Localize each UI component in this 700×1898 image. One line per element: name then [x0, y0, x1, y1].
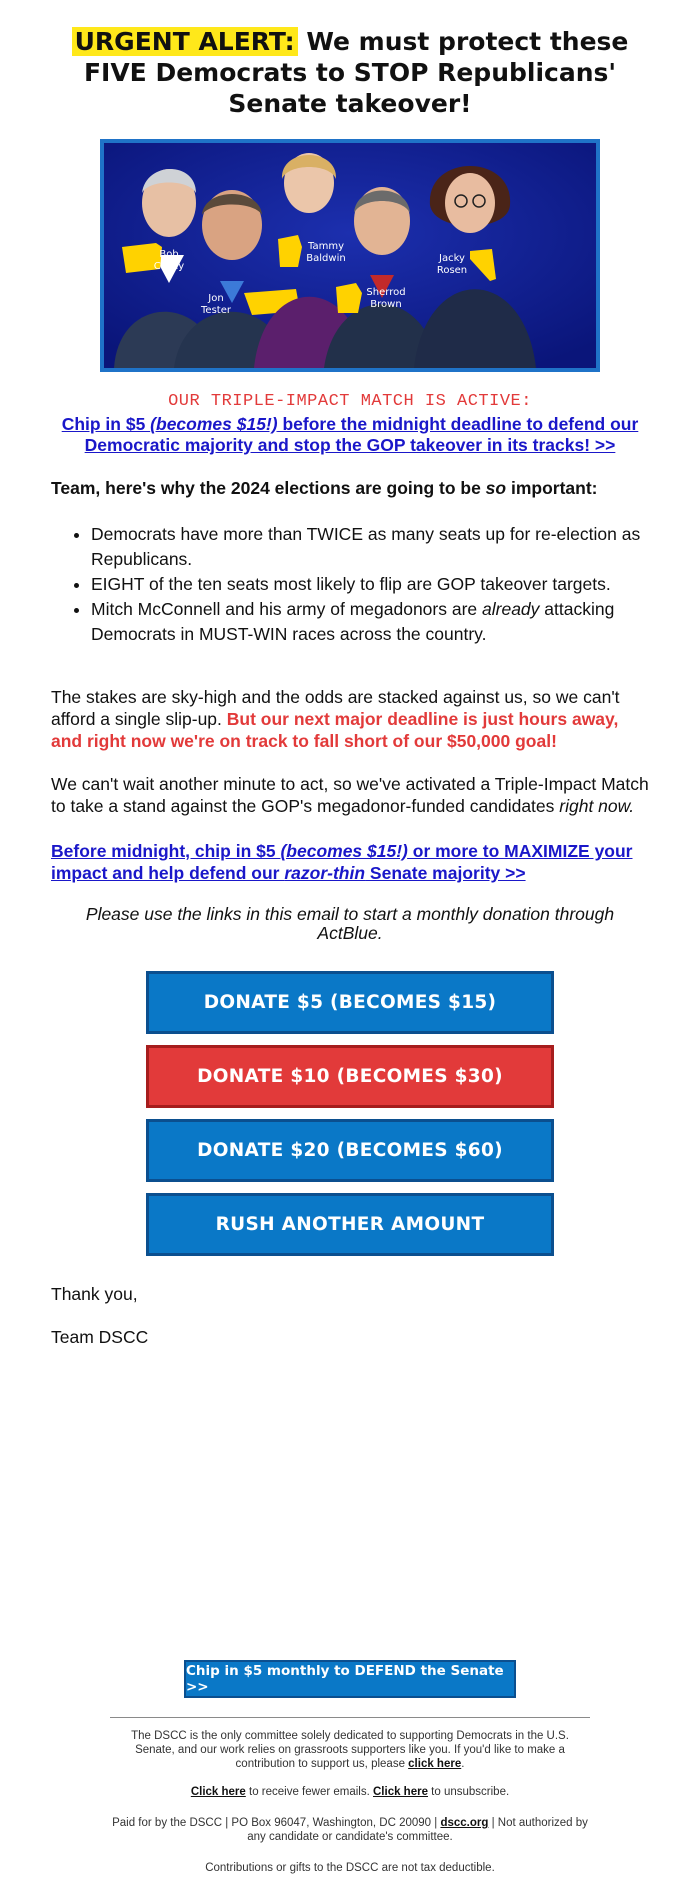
- match-paragraph-text: We can't wait another minute to act, so we've activated a Triple-Impact Match to take a stand against the GOP's megadonor-funded candidates: [51, 774, 649, 816]
- why-heading: [51, 478, 671, 499]
- unsubscribe-text: to unsubscribe.: [427, 1786, 510, 1798]
- headline-text: We must protect these FIVE Democrats to STOP Republicans' Senate takeover!: [83, 27, 629, 118]
- match-link-post: before the midnight deadline to defend our Democratic majority and stop the GOP takeover in its tracks! >>: [84, 414, 639, 455]
- cta-italic: razor-thin: [284, 863, 366, 883]
- paid-for-text: Paid for by the DSCC | PO Box 96047, Washington, DC 20090 |: [112, 1817, 441, 1829]
- signoff-thanks: Thank you,: [51, 1284, 138, 1304]
- footer-about: [110, 1729, 590, 1771]
- cta-pre: Before midnight, chip in $5: [51, 841, 281, 861]
- footer-divider: [110, 1717, 590, 1718]
- actblue-note: Please use the links in this email to start a monthly donation through ActBlue.: [85, 904, 615, 943]
- label-last-rosen: Rosen: [436, 265, 468, 276]
- cta-italic: (becomes $15!): [280, 841, 408, 861]
- why-pre: Team, here's why the 2024 elections are going to be: [51, 478, 486, 498]
- reason-item: • Democrats have more than TWICE as many seats up for re-election as Republicans.: [91, 522, 651, 572]
- headline-highlight: URGENT ALERT:: [72, 27, 298, 56]
- label-last-casey: Casey: [153, 261, 185, 272]
- match-donate-link[interactable]: [40, 414, 660, 456]
- donate-5-button[interactable]: DONATE $5 (BECOMES $15): [146, 971, 554, 1034]
- donate-10-button[interactable]: DONATE $10 (BECOMES $30): [146, 1045, 554, 1108]
- monthly-donate-button[interactable]: Chip in $5 monthly to DEFEND the Senate >>: [184, 1660, 516, 1698]
- label-first-baldwin: Tammy: [308, 241, 344, 252]
- donate-other-amount-button[interactable]: RUSH ANOTHER AMOUNT: [146, 1193, 554, 1256]
- why-post: important:: [506, 478, 598, 498]
- reason-italic: already: [482, 599, 540, 619]
- footer-about-end: .: [461, 1758, 465, 1770]
- match-title: OUR TRIPLE-IMPACT MATCH IS ACTIVE:: [168, 392, 532, 411]
- match-link-italic: (becomes $15!): [150, 414, 278, 434]
- label-last-baldwin: Baldwin: [306, 253, 346, 264]
- footer-tax-note: Contributions or gifts to the DSCC are not tax deductible.: [205, 1862, 495, 1874]
- reason-item: [91, 597, 651, 647]
- label-first-casey: Bob: [159, 249, 179, 260]
- donate-20-button[interactable]: DONATE $20 (BECOMES $60): [146, 1119, 554, 1182]
- state-ohio: [336, 283, 362, 313]
- headline: [60, 26, 640, 119]
- label-last-tester: Tester: [201, 305, 231, 316]
- reason-text: Mitch McConnell and his army of megadonors are: [91, 599, 483, 619]
- label-first-tester: Jon: [208, 293, 224, 304]
- footer-contribute-link[interactable]: click here: [408, 1758, 462, 1770]
- reason-item: • EIGHT of the ten seats most likely to flip are GOP takeover targets.: [91, 572, 651, 597]
- hero-illustration: [104, 143, 596, 368]
- paid-for-end: | Not authorized by any candidate or candidate's committee.: [247, 1817, 588, 1843]
- match-paragraph: [51, 773, 651, 817]
- why-italic: so: [485, 478, 507, 498]
- signoff-team: Team DSCC: [51, 1327, 149, 1347]
- label-first-rosen: Jacky: [439, 253, 465, 264]
- cta-post: Senate majority >>: [365, 863, 526, 883]
- fewer-emails-text: to receive fewer emails.: [245, 1786, 373, 1798]
- label-last-brown: Brown: [370, 299, 402, 310]
- reasons-list: [91, 522, 651, 647]
- match-link-pre: Chip in $5: [61, 414, 151, 434]
- footer-paid-for: [110, 1816, 590, 1844]
- fewer-emails-link[interactable]: Click here: [190, 1786, 246, 1798]
- dscc-site-link[interactable]: dscc.org: [440, 1817, 489, 1829]
- footer-email-prefs: [110, 1785, 590, 1799]
- label-first-brown: Sherrod: [366, 287, 406, 298]
- reason-text: attacking Democrats in MUST-WIN races across the country.: [91, 599, 615, 644]
- cta-mid: or more to MAXIMIZE your impact and help defend our: [51, 841, 633, 883]
- footer-about-text: The DSCC is the only committee solely dedicated to supporting Democrats in the U.S. Senate, and our work relies on grassroots supporters like you. If you'd like to make a contribution to support us, please: [131, 1730, 569, 1770]
- stakes-paragraph: [51, 686, 651, 752]
- stakes-alert: But our next major deadline is just hours away, and right now we're on track to fall short of our $50,000 goal!: [51, 709, 619, 751]
- state-wisconsin: [278, 235, 302, 267]
- maximize-donate-link[interactable]: [51, 840, 651, 884]
- match-paragraph-italic: right now.: [559, 796, 635, 816]
- hero-image[interactable]: [100, 139, 600, 372]
- stakes-text: The stakes are sky-high and the odds are stacked against us, so we can't afford a single slip-up.: [51, 687, 620, 729]
- unsubscribe-link[interactable]: Click here: [373, 1786, 428, 1798]
